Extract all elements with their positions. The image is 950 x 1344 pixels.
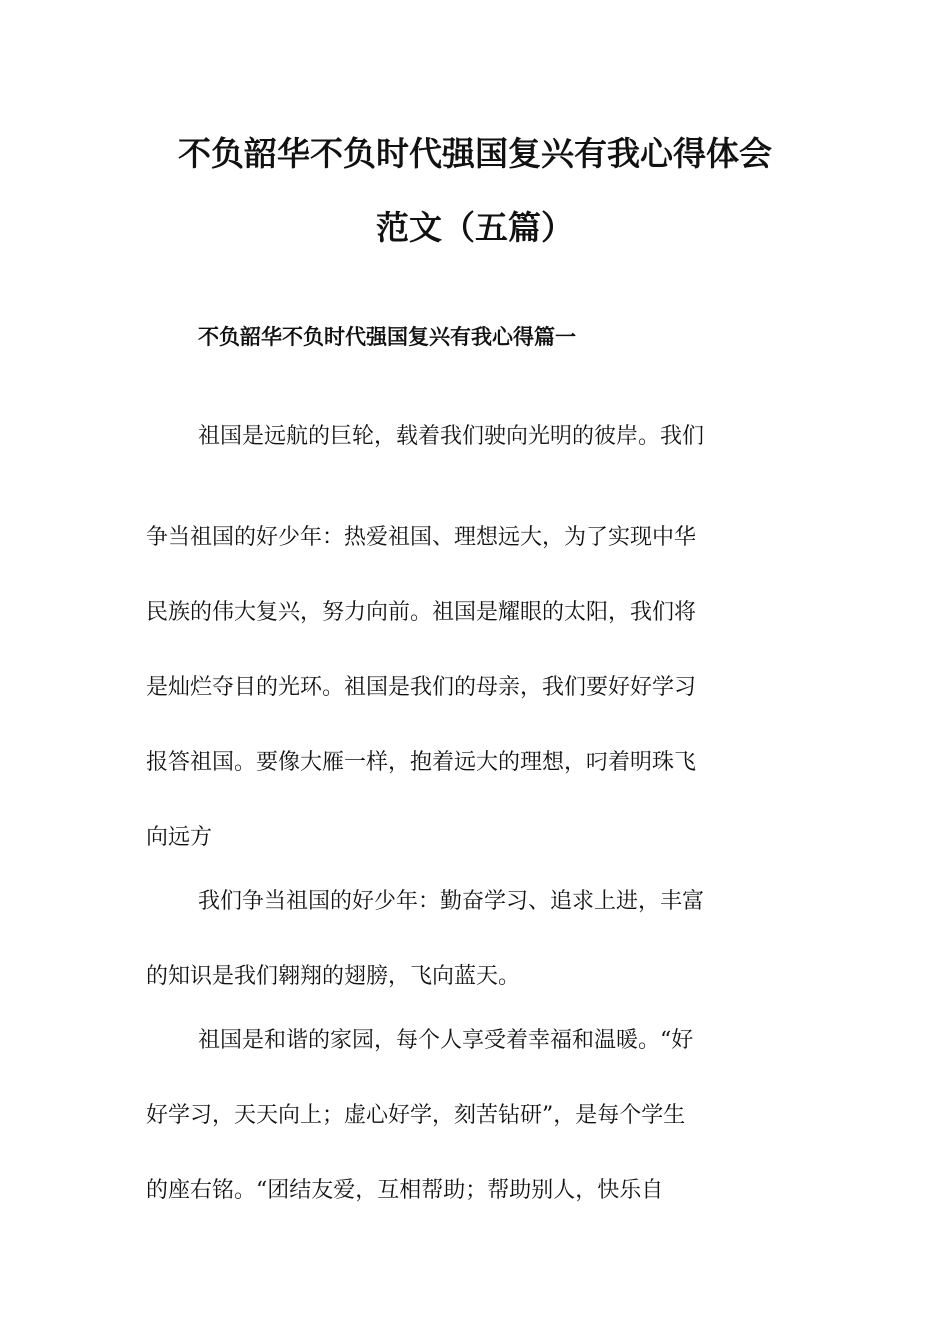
paragraph-line: 祖国是远航的巨轮，载着我们驶向光明的彼岸。我们 [198, 424, 705, 449]
paragraph-line: 的知识是我们翱翔的翅膀，飞向蓝天。 [146, 964, 521, 989]
document-title-line-1: 不负韶华不负时代强国复兴有我心得体会 [178, 134, 772, 173]
section-heading: 不负韶华不负时代强国复兴有我心得篇一 [198, 325, 576, 349]
paragraph-line: 好学习，天天向上；虚心好学，刻苦钻研”，是每个学生 [146, 1103, 686, 1128]
paragraph-line: 是灿烂夺目的光环。祖国是我们的母亲，我们要好好学习 [146, 675, 697, 700]
paragraph-line: 向远方 [146, 825, 213, 850]
paragraph-line: 报答祖国。要像大雁一样，抱着远大的理想，叼着明珠飞 [146, 750, 697, 775]
paragraph-line: 争当祖国的好少年：热爱祖国、理想远大，为了实现中华 [146, 525, 697, 550]
paragraph-line: 祖国是和谐的家园，每个人享受着幸福和温暖。“好 [198, 1028, 694, 1053]
paragraph-line: 我们争当祖国的好少年：勤奋学习、追求上进，丰富 [198, 889, 705, 914]
paragraph-line: 民族的伟大复兴，努力向前。祖国是耀眼的太阳，我们将 [146, 600, 697, 625]
document-title-line-2: 范文（五篇） [376, 208, 574, 247]
paragraph-line: 的座右铭。“团结友爱，互相帮助；帮助别人，快乐自 [146, 1178, 664, 1203]
